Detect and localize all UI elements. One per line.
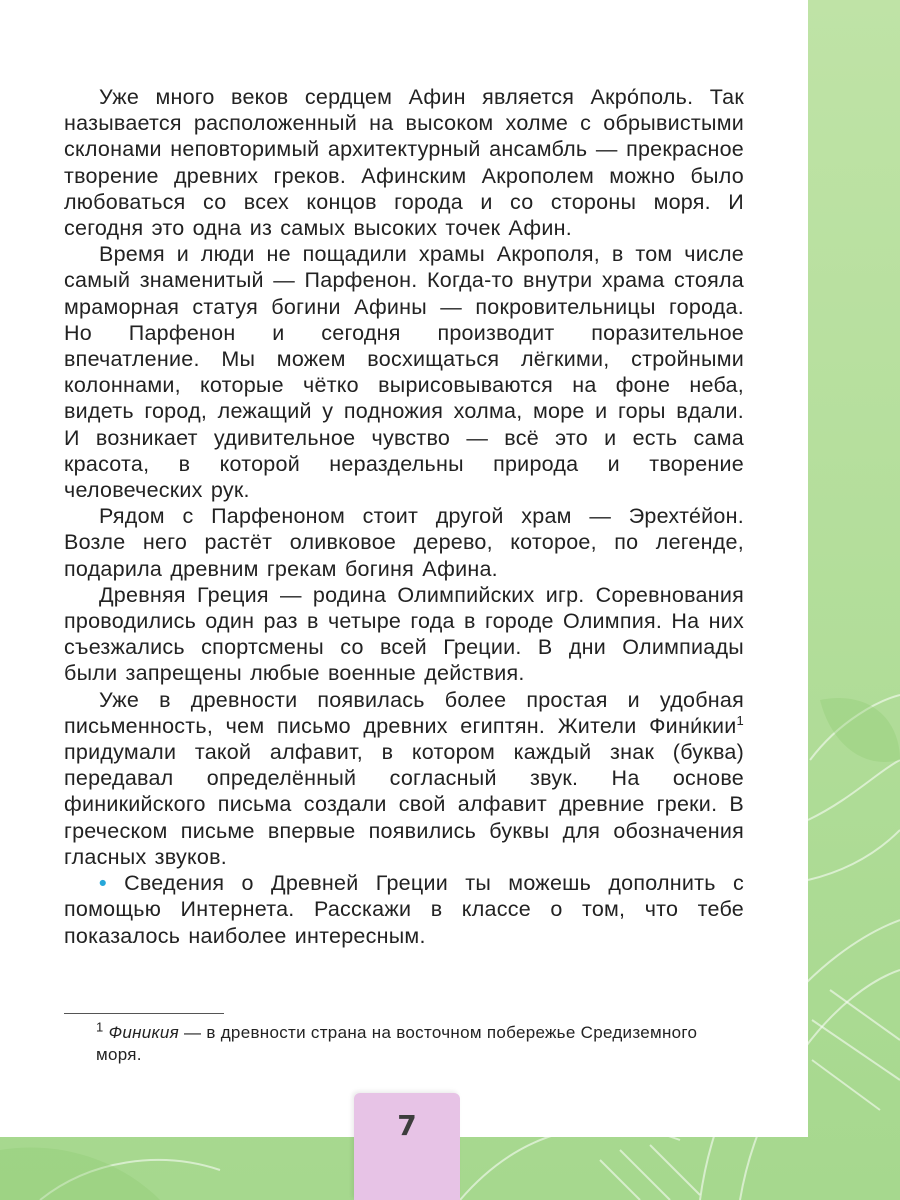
footnote-divider	[64, 1013, 224, 1014]
page-number-tab	[354, 1093, 460, 1200]
task-bullet-icon: •	[99, 871, 107, 896]
writing-text-start: Уже в древности появилась более простая и удобная письменность, чем письмо древних египтян. Жители Фини́кии	[64, 687, 744, 738]
task-text: Сведения о Древней Греции ты можешь дополнить с помощью Интернета. Расскажи в классе о том, что тебе показалось наиболее интересным.	[64, 871, 744, 948]
footnote-mark: 1	[96, 1019, 104, 1035]
body-text	[64, 84, 744, 949]
page-number: 7	[397, 1109, 417, 1142]
task-paragraph	[64, 870, 744, 949]
paragraph-acropolis: Уже много веков сердцем Афин является Акро́поль. Так называется расположенный на высоком холме с обрывистыми склонами неповторимый архитектурный ансамбль — прекрасное творение древних греков. Афинским Акрополем можно было любоваться со всех концов города и со стороны моря. И сегодня это одна из самых высоких точек Афин.	[64, 85, 744, 241]
footnote-term: Финикия	[108, 1023, 180, 1042]
footnote-definition: — в древности страна на восточном побережье Средиземного моря.	[96, 1023, 698, 1064]
paragraph-writing	[64, 687, 744, 870]
paragraph-erechtheion: Рядом с Парфеноном стоит другой храм — Эрехте́йон. Возле него растёт оливковое дерево, которое, по легенде, подарила древним грекам богиня Афина.	[64, 504, 744, 581]
footnote	[64, 1019, 744, 1066]
paragraph-parthenon: Время и люди не пощадили храмы Акрополя, в том числе самый знаменитый — Парфенон. Когда-то внутри храма стояла мраморная статуя богини Афины — покровительницы города. Но Парфенон и сегодня производит поразительное впечатление. Мы можем восхищаться лёгкими, стройными колоннами, которые чётко вырисовываются на фоне неба, видеть город, лежащий у подножия холма, море и горы вдали. И возникает удивительное чувство — всё это и есть сама красота, в которой нераздельны природа и творение человеческих рук.	[64, 242, 744, 503]
footnote-reference: 1	[736, 712, 744, 728]
paragraph-olympic-games: Древняя Греция — родина Олимпийских игр. Соревнования проводились один раз в четыре года в городе Олимпия. На них съезжались спортсмены со всей Греции. В дни Олимпиады были запрещены любые военные действия.	[64, 582, 744, 686]
writing-text-end: придумали такой алфавит, в котором каждый знак (буква) передавал определённый согласный звук. На основе финикийского письма создали свой алфавит древние греки. В греческом письме впервые появились буквы для обозначения гласных звуков.	[64, 740, 744, 869]
